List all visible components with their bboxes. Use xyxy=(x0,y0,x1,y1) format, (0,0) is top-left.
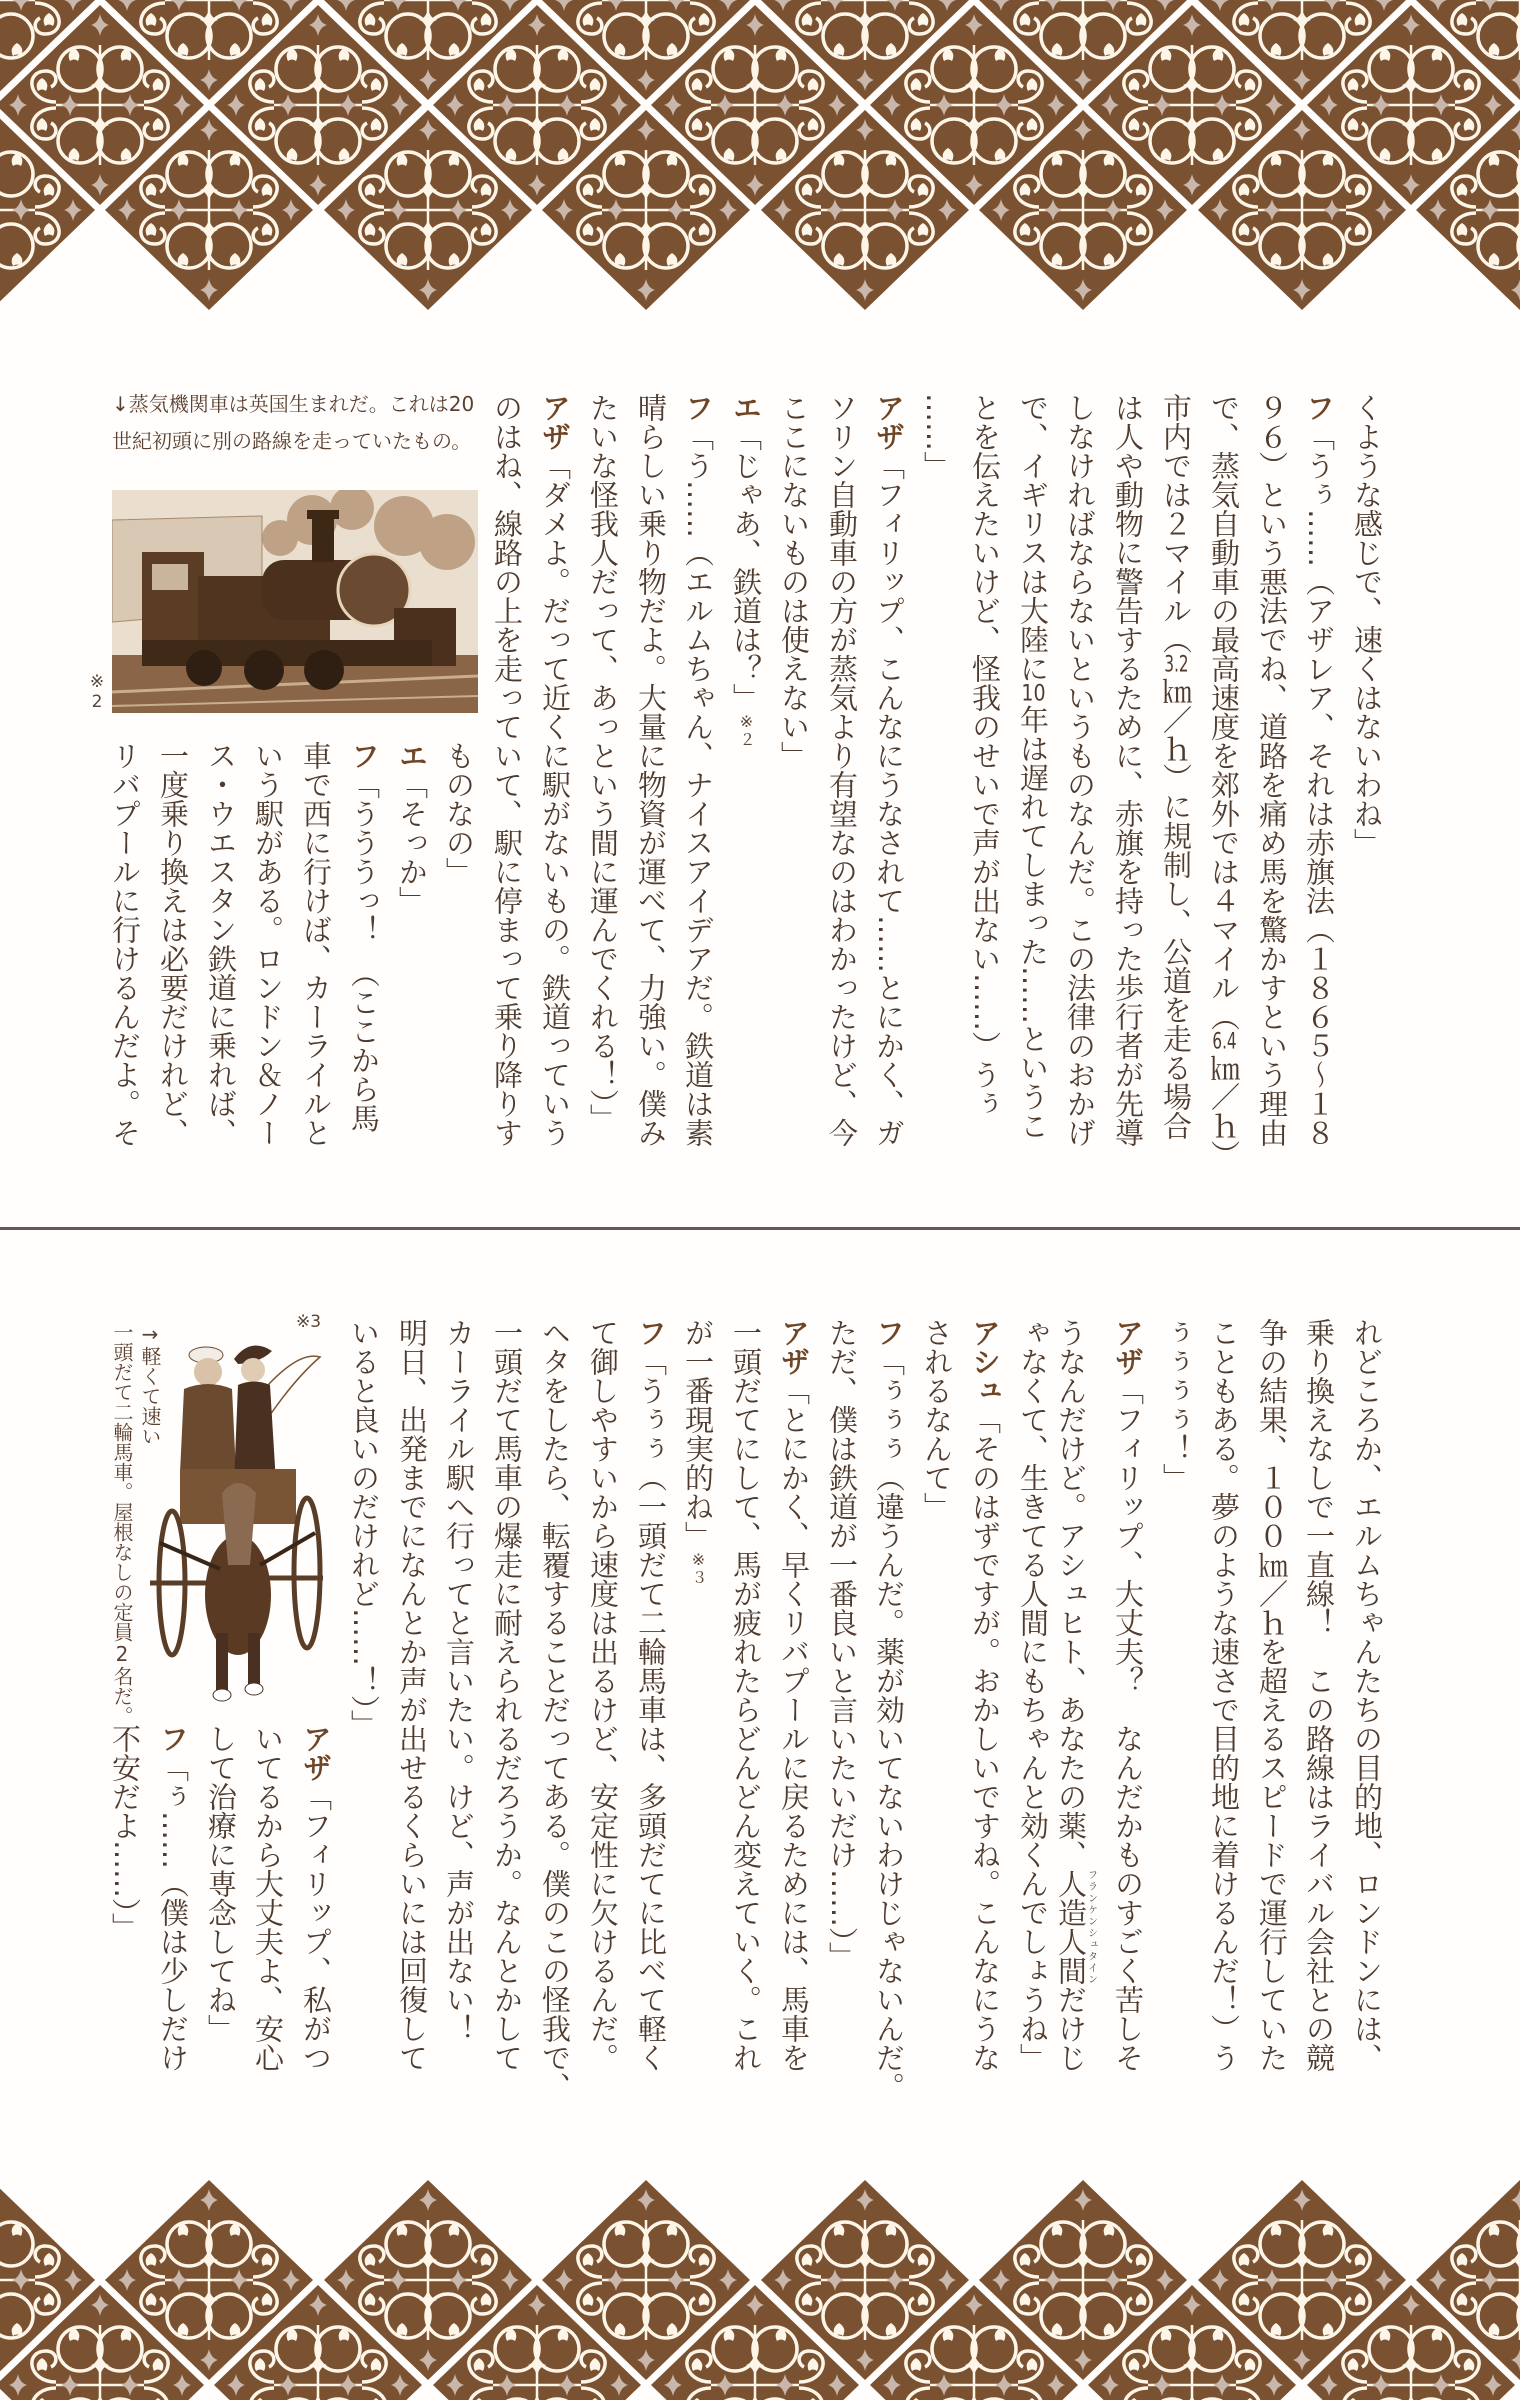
dialogue-text: のはね、線路の上を走っていて、駅に停まって乗り降りす xyxy=(490,393,524,1147)
dialogue-text: 一度乗り換えは必要だけれど、 xyxy=(156,741,190,1147)
dialogue-text: 「うううっ！ （ここから馬 xyxy=(347,770,381,1133)
text-column xyxy=(300,741,332,1147)
tate-chu-yoko-number: 3.2 xyxy=(1164,654,1189,676)
photo-caption-line: 世紀初頭に別の路線を走っていたもの。 xyxy=(112,429,472,453)
dialogue-text: ヘタをしたら、転覆することだってある。僕のこの怪我で、 xyxy=(538,1318,572,2101)
dialogue-text: 「ぅ……（僕は少しだけ xyxy=(156,1753,190,2072)
text-column xyxy=(1208,1318,1240,2072)
text-column xyxy=(635,393,667,1147)
text-column xyxy=(348,1318,380,1739)
photo-caption xyxy=(112,386,492,460)
dialogue-text: 「そのはずですが。おかしいですね。こんなにうな xyxy=(968,1405,1002,2072)
text-column xyxy=(682,1318,714,1585)
text-column xyxy=(109,1724,141,1942)
dialogue-text: 「ダメよ。だって近くに駅がないもの。鉄道っていう xyxy=(538,451,572,1147)
dialogue-text: ものなの」 xyxy=(442,741,476,886)
locomotive-photo xyxy=(112,490,478,713)
dialogue-text: しなければならないというものなんだ。この法律のおかげ xyxy=(1063,393,1097,1147)
dialogue-text: ㎞／ｈ） xyxy=(1207,1053,1241,1169)
dialogue-text: 市内では２マイル（ xyxy=(1159,393,1193,654)
text-column xyxy=(587,393,619,1133)
text-column xyxy=(157,1724,189,2072)
text-column xyxy=(1160,1318,1192,1492)
text-column xyxy=(1112,393,1144,1147)
text-column xyxy=(587,1318,619,2072)
text-column xyxy=(826,1318,858,1971)
text-column xyxy=(778,1318,810,2072)
dialogue-text: 「う……（エルムちゃん、ナイスアイデアだ。鉄道は素 xyxy=(681,422,715,1147)
photo-footnote-mark: ※2 xyxy=(87,672,107,712)
carriage-illustration xyxy=(150,1333,323,1710)
dialogue-text: 「ぅぅぅ（違うんだ。薬が効いてないわけじゃないんだ。 xyxy=(872,1347,906,2101)
dialogue-text: こともある。夢のような速さで目的地に着けるんだ！）う xyxy=(1207,1318,1241,2072)
dialogue-text: カーライル駅へ行ってと言いたい。けど、声が出ない！ xyxy=(442,1318,476,2043)
dialogue-text: 「そっか」 xyxy=(395,770,429,915)
dialogue-text: ぅぅぅぅ！」 xyxy=(1159,1318,1193,1492)
dialogue-text: ただ、僕は鉄道が一番良いと言いたいだけ……）」 xyxy=(825,1318,859,1971)
speaker-label: アザ xyxy=(538,393,572,451)
footnote-mark: ※２ xyxy=(737,712,756,747)
bottom-ornament-band xyxy=(0,2170,1520,2400)
footnote-mark: ※３ xyxy=(689,1550,708,1585)
dialogue-text: 「うぅ……（アザレア、それは赤旗法（１８６５～１８ xyxy=(1302,422,1336,1147)
dialogue-text: が一番現実的ね」 xyxy=(681,1318,715,1550)
ruby-annotation xyxy=(1054,1869,1097,1985)
dialogue-text: は人や動物に警告するために、赤旗を持った歩行者が先導 xyxy=(1111,393,1145,1147)
section-divider xyxy=(0,1227,1520,1230)
dialogue-text: 一頭だてにして、馬が疲れたらどんどん変えていく。これ xyxy=(729,1318,763,2072)
text-column xyxy=(1256,393,1288,1147)
text-column xyxy=(1208,393,1240,1169)
text-column xyxy=(1112,1318,1144,2072)
dialogue-text: 「とにかく、早くリバプールに戻るためには、馬車を xyxy=(777,1376,811,2072)
dialogue-text: 晴らしい乗り物だよ。大量に物資が運べて、力強い。僕み xyxy=(634,393,668,1147)
dialogue-text: ス・ウエスタン鉄道に乗れば、 xyxy=(204,741,238,1147)
speaker-label: フ xyxy=(681,393,715,422)
text-column xyxy=(205,741,237,1147)
speaker-label: フ xyxy=(156,1724,190,1753)
speaker-label: フ xyxy=(634,1318,668,1347)
ruby-reading: フランケンシュタイン xyxy=(1085,1869,1097,1985)
text-column xyxy=(1351,393,1383,857)
dialogue-text: して治療に専念してね」 xyxy=(204,1724,238,2043)
illustration-caption-line: →軽くて速い xyxy=(138,1322,162,1446)
dialogue-text: いると良いのだけれど……！）」 xyxy=(347,1318,381,1739)
dialogue-text: 年は遅れてしまった……というこ xyxy=(1016,705,1050,1140)
text-column xyxy=(491,1318,523,2072)
dialogue-text: 「フィリップ、こんなにうなされて……とにかく、ガ xyxy=(872,451,906,1147)
dialogue-text: 一頭だて馬車の爆走に耐えられるだろうか。なんとかして xyxy=(490,1318,524,2072)
text-column xyxy=(443,741,475,886)
tile-pattern xyxy=(0,2170,1520,2400)
dialogue-text: ゃなくて、生きてる人間にもちゃんと効くんでしょうね」 xyxy=(1016,1318,1050,2072)
text-column xyxy=(826,393,858,1147)
text-column xyxy=(635,1318,667,2072)
dialogue-text: 明日、出発までになんとか声が出せるくらいには回復して xyxy=(395,1318,429,2072)
ruby-base: 人造人間 xyxy=(1054,1869,1088,1985)
text-column xyxy=(396,1318,428,2072)
text-column xyxy=(1303,1318,1335,2072)
text-column xyxy=(1256,1318,1288,2072)
text-column xyxy=(205,1724,237,2043)
tile-pattern xyxy=(0,0,1520,320)
text-column xyxy=(109,741,141,1147)
dialogue-text: で、イギリスは大陸に xyxy=(1016,393,1050,683)
text-column xyxy=(921,393,953,480)
text-column xyxy=(539,1318,571,2101)
dialogue-text: 「うぅぅ（一頭だて二輪馬車は、多頭だてに比べて軽く xyxy=(634,1347,668,2072)
speaker-label: エ xyxy=(729,393,763,422)
text-column xyxy=(300,1724,332,2072)
dialogue-text: で、蒸気自動車の最高速度を郊外では４マイル（ xyxy=(1207,393,1241,1031)
text-column xyxy=(921,1318,953,1521)
dialogue-text: ここにないものは使えない」 xyxy=(777,393,811,770)
text-column xyxy=(778,393,810,770)
text-column xyxy=(348,741,380,1133)
dialogue-text: ㎞／ｈ）に規制し、公道を走る場合 xyxy=(1159,676,1193,1140)
dialogue-text: 「フィリップ、大丈夫？ なんだかものすごく苦しそ xyxy=(1111,1376,1145,2072)
text-column xyxy=(682,393,714,1147)
dialogue-text: リバプールに行けるんだよ。そ xyxy=(108,741,142,1147)
text-column xyxy=(1064,393,1096,1147)
speaker-label: アシュ xyxy=(968,1318,1002,1405)
illustration-caption-line: 一頭だて二輪馬車。屋根なしの定員2名だ。 xyxy=(110,1322,134,1726)
locomotive-image xyxy=(112,490,478,713)
text-column xyxy=(873,1318,905,2101)
tate-chu-yoko-number: 10 xyxy=(1021,683,1046,705)
tate-chu-yoko-number: 6.4 xyxy=(1212,1031,1237,1053)
text-column xyxy=(1054,1318,1097,2072)
dialogue-text: 乗り換えなしで一直線！ この路線はライバル会社との競 xyxy=(1302,1318,1336,2072)
text-column xyxy=(539,393,571,1147)
carriage-image xyxy=(150,1333,323,1710)
dialogue-text: だけじ xyxy=(1054,1985,1088,2072)
speaker-label: エ xyxy=(395,741,429,770)
text-column xyxy=(1351,1318,1383,2072)
text-column xyxy=(491,393,523,1147)
speaker-label: フ xyxy=(347,741,381,770)
text-column xyxy=(1017,393,1049,1140)
text-column xyxy=(443,1318,475,2043)
dialogue-text: とを伝えたいけど、怪我のせいで声が出ない……）うぅ xyxy=(968,393,1002,1118)
text-column xyxy=(730,393,762,747)
speaker-label: アザ xyxy=(299,1724,333,1782)
speaker-label: アザ xyxy=(872,393,906,451)
top-ornament-band xyxy=(0,0,1520,320)
text-column xyxy=(396,741,428,915)
text-column xyxy=(730,1318,762,2072)
dialogue-text: て御しやすいから速度は出るけど、安定性に欠けるんだ。 xyxy=(586,1318,620,2072)
dialogue-text: いてるから大丈夫よ、安心 xyxy=(251,1724,285,2072)
text-column xyxy=(969,393,1001,1118)
text-column xyxy=(157,741,189,1147)
dialogue-text: くような感じで、速くはないわね」 xyxy=(1350,393,1384,857)
dialogue-text: うなんだけど。アシュヒト、あなたの薬、 xyxy=(1054,1318,1088,1869)
dialogue-text: ……」 xyxy=(920,393,954,480)
dialogue-text: 車で西に行けば、カーライルと xyxy=(299,741,333,1147)
dialogue-text: たいな怪我人だって、あっという間に運んでくれる！）」 xyxy=(586,393,620,1133)
dialogue-text: 「じゃあ、鉄道は？」 xyxy=(729,422,763,712)
text-column xyxy=(1017,1318,1049,2072)
dialogue-text: いう駅がある。ロンドン＆ノー xyxy=(251,741,285,1147)
text-column xyxy=(873,393,905,1147)
text-column xyxy=(252,741,284,1147)
text-column xyxy=(1303,393,1335,1147)
speaker-label: アザ xyxy=(1111,1318,1145,1376)
text-column xyxy=(969,1318,1001,2072)
speaker-label: アザ xyxy=(777,1318,811,1376)
dialogue-text: ソリン自動車の方が蒸気より有望なのはわかったけど、今 xyxy=(825,393,859,1147)
photo-caption-line: ↓蒸気機関車は英国生まれだ。これは20 xyxy=(112,392,475,416)
dialogue-text: 不安だよ……）」 xyxy=(108,1724,142,1942)
speaker-label: フ xyxy=(872,1318,906,1347)
text-column xyxy=(1160,393,1192,1140)
dialogue-text: 「フィリップ、私がつ xyxy=(299,1782,333,2072)
dialogue-text: されるなんて」 xyxy=(920,1318,954,1521)
dialogue-text: ９６）という悪法でね、道路を痛め馬を驚かすという理由 xyxy=(1255,393,1289,1147)
text-column xyxy=(252,1724,284,2072)
illustration-footnote-mark: ※3 xyxy=(296,1312,322,1332)
dialogue-text: 争の結果、１００㎞／ｈを超えるスピードで運行していた xyxy=(1255,1318,1289,2072)
speaker-label: フ xyxy=(1302,393,1336,422)
dialogue-text: れどころか、エルムちゃんたちの目的地、ロンドンには、 xyxy=(1350,1318,1384,2072)
